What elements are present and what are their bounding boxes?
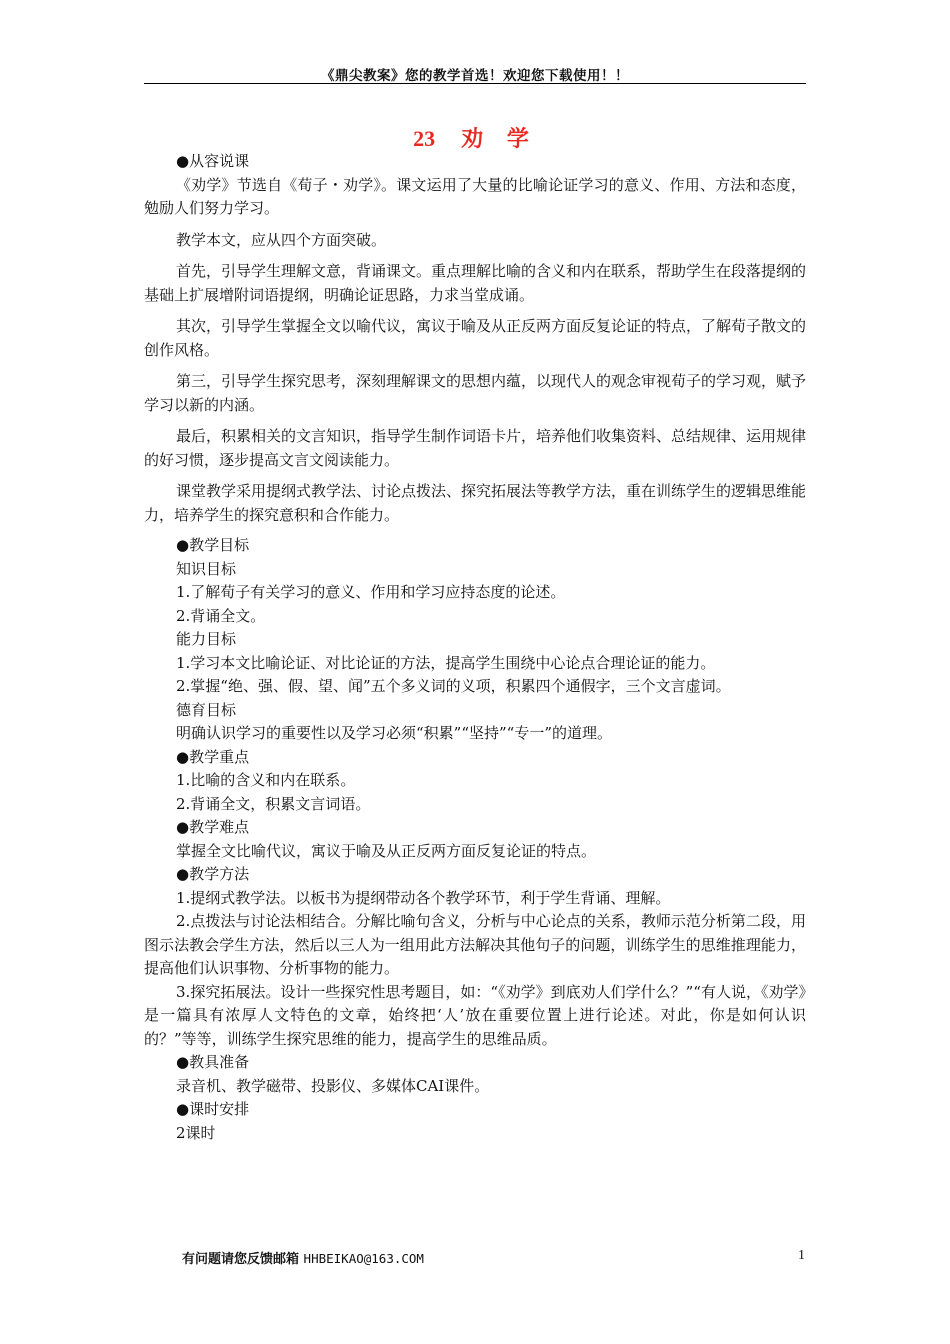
footer-email: HHBEIKAO@163.COM (303, 1251, 424, 1266)
intro-paragraph: 其次，引导学生掌握全文以喻代议，寓议于喻及从正反两方面反复论证的特点，了解荀子散文的创作风格。 (144, 317, 807, 359)
section-heading-tools: ●教具准备 (176, 1053, 250, 1071)
lesson-number: 23 (413, 126, 436, 151)
intro-paragraph: 首先，引导学生理解文意，背诵课文。重点理解比喻的含义和内在联系，帮助学生在段落提纲的基础上扩展增附词语提纲，明确论证思路，力求当堂成诵。 (144, 262, 807, 304)
document-body (144, 150, 806, 1145)
key-item: 1.比喻的含义和内在联系。 (176, 771, 356, 789)
page-footer (182, 1248, 424, 1267)
section-heading-method: ●教学方法 (176, 865, 250, 883)
difficulty-text: 掌握全文比喻代议，寓议于喻及从正反两方面反复论证的特点。 (176, 841, 597, 860)
subheading-ability: 能力目标 (176, 630, 237, 648)
section-heading-difficulty: ●教学难点 (176, 818, 250, 836)
header-rule (144, 83, 806, 84)
method-item: 3.探究拓展法。设计一些探究性思考题目，如：“《劝学》到底劝人们学什么？”“有人说，《劝学》是一篇具有浓厚人文特色的文章，始终把‘人’放在重要位置上进行论述。对此，你是如何认识的？”等等，训练学生探究思维的能力，提高学生的思维品质。 (144, 982, 806, 1048)
lesson-title-text: 劝 学 (461, 126, 537, 152)
ability-item: 2.掌握“绝、强、假、望、闻”五个多义词的义项，积累四个通假字，三个文言虚词。 (176, 677, 731, 695)
page-number: 1 (798, 1248, 805, 1263)
tools-text: 录音机、教学磁带、投影仪、多媒体CAI课件。 (176, 1076, 490, 1095)
key-item: 2.背诵全文，积累文言词语。 (176, 794, 371, 813)
moral-text: 明确认识学习的重要性以及学习必须“积累”“坚持”“专一”的道理。 (176, 724, 613, 742)
intro-paragraph: 课堂教学采用提纲式教学法、讨论点拨法、探究拓展法等教学方法，重在训练学生的逻辑思维能力，培养学生的探究意积和合作能力。 (144, 482, 807, 524)
section-heading-key: ●教学重点 (176, 747, 250, 766)
intro-paragraph: 《劝学》节选自《荀子・劝学》。课文运用了大量的比喻论证学习的意义、作用、方法和态度，勉励人们努力学习。 (144, 175, 806, 217)
knowledge-item: 1.了解荀子有关学习的意义、作用和学习应持态度的论述。 (176, 583, 566, 601)
section-heading-schedule: ●课时安排 (176, 1100, 250, 1118)
intro-paragraph: 第三，引导学生探究思考，深刻理解课文的思想内蕴，以现代人的观念审视荀子的学习观，赋予学习以新的内涵。 (144, 372, 807, 414)
method-item: 2.点拨法与讨论法相结合。分解比喻句含义，分析与中心论点的关系，教师示范分析第二段，用图示法教会学生方法，然后以三人为一组用此方法解决其他句子的问题，训练学生的思维推理能力，提高他们认识事物、分析事物的能力。 (144, 912, 806, 977)
intro-paragraph: 教学本文，应从四个方面突破。 (176, 230, 387, 249)
schedule-text: 2课时 (176, 1123, 216, 1142)
lesson-title (144, 122, 806, 153)
subheading-knowledge: 知识目标 (176, 559, 237, 578)
section-heading-intro: ●从容说课 (176, 152, 250, 170)
page-header: 《鼎尖教案》您的教学首选！欢迎您下载使用！！ (321, 68, 629, 84)
method-item: 1.提纲式教学法。以板书为提纲带动各个教学环节，利于学生背诵、理解。 (176, 888, 671, 907)
ability-item: 1.学习本文比喻论证、对比论证的方法，提高学生围绕中心论点合理论证的能力。 (176, 653, 716, 672)
footer-label: 有问题请您反馈邮箱 (182, 1252, 300, 1267)
intro-paragraph: 最后，积累相关的文言知识，指导学生制作词语卡片，培养他们收集资料、总结规律、运用规律的好习惯，逐步提高文言文阅读能力。 (144, 427, 807, 469)
section-heading-goals: ●教学目标 (176, 536, 250, 554)
subheading-moral: 德育目标 (176, 700, 237, 719)
knowledge-item: 2.背诵全文。 (176, 606, 266, 625)
